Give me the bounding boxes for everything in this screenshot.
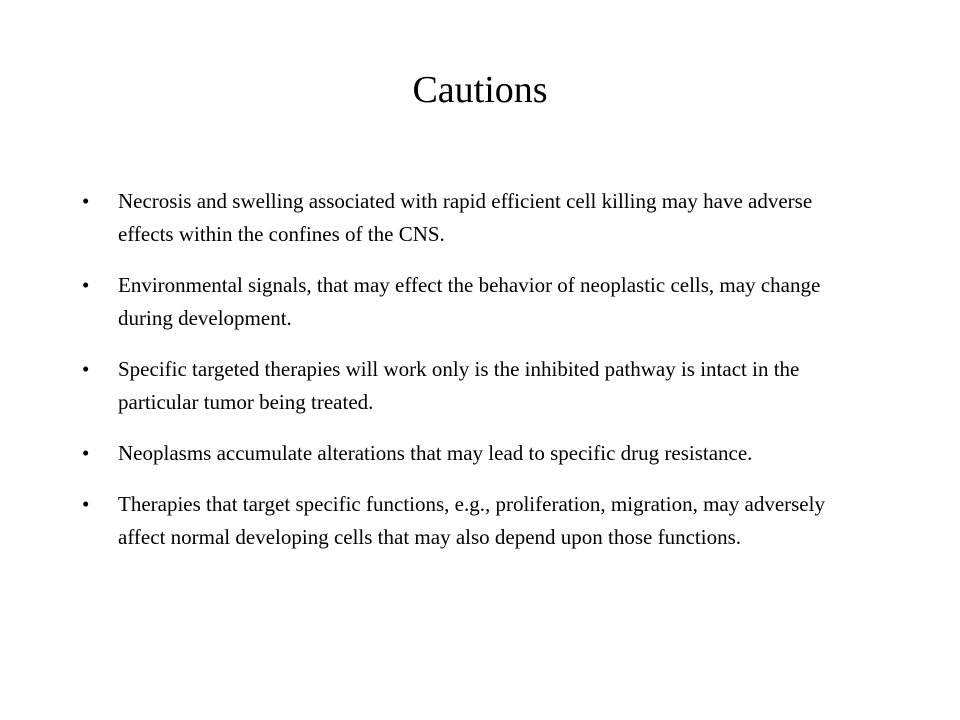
bullet-item	[82, 185, 872, 251]
bullet-icon: •	[82, 492, 90, 516]
bullet-item	[82, 437, 872, 470]
bullet-icon: •	[82, 357, 90, 381]
bullet-icon: •	[82, 441, 90, 465]
slide-title: Cautions	[412, 69, 548, 111]
bullet-list	[82, 185, 872, 572]
bullet-text: Environmental signals, that may effect the behavior of neoplastic cells, may change during development.	[118, 273, 821, 330]
bullet-item	[82, 488, 872, 554]
bullet-icon: •	[82, 273, 90, 297]
bullet-text: Neoplasms accumulate alterations that may lead to specific drug resistance.	[118, 441, 753, 465]
bullet-text: Specific targeted therapies will work only is the inhibited pathway is intact in the particular tumor being treated.	[118, 357, 800, 414]
bullet-text: Therapies that target specific functions, e.g., proliferation, migration, may adversely affect normal developing cells that may also depend upon those functions.	[118, 492, 825, 549]
bullet-item	[82, 353, 872, 419]
bullet-text: Necrosis and swelling associated with rapid efficient cell killing may have adverse effects within the confines of the CNS.	[118, 189, 813, 246]
bullet-icon: •	[82, 189, 90, 213]
bullet-item	[82, 269, 872, 335]
